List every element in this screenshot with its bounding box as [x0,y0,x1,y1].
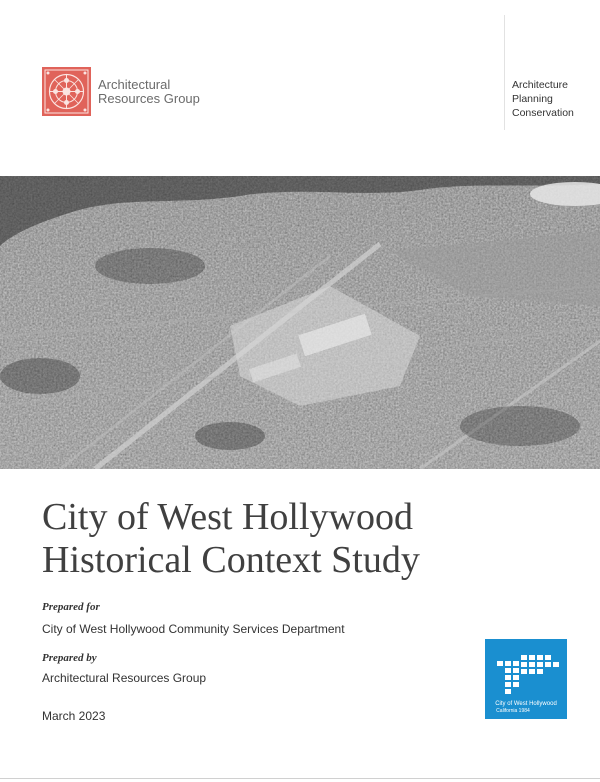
report-title [42,496,420,582]
prepared-for-value: City of West Hollywood Community Services Department [42,622,345,636]
aerial-photo [0,176,600,469]
west-hollywood-logo-icon [485,639,567,719]
prepared-by-label: Prepared by [42,652,97,664]
services-list [512,78,574,120]
prepared-by-value: Architectural Resources Group [42,671,207,685]
report-title-line-2: Historical Context Study [42,539,420,581]
arg-logo-icon [42,67,91,116]
prepared-for-label: Prepared for [42,601,100,613]
weho-logo-line-1: City of West Hollywood [495,701,557,707]
arg-logo-line-2: Resources Group [98,90,200,106]
report-title-line-1: City of West Hollywood [42,496,413,538]
header-divider [504,15,505,130]
service-planning: Planning [512,93,553,105]
arg-logo [42,67,200,116]
service-architecture: Architecture [512,79,569,91]
weho-logo-line-2: California 1984 [496,708,530,714]
arg-logo-line-1: Architectural [98,76,171,92]
service-conservation: Conservation [512,107,574,119]
footer-divider [0,778,600,779]
arg-logo-text [98,78,200,106]
report-date: March 2023 [42,709,106,723]
